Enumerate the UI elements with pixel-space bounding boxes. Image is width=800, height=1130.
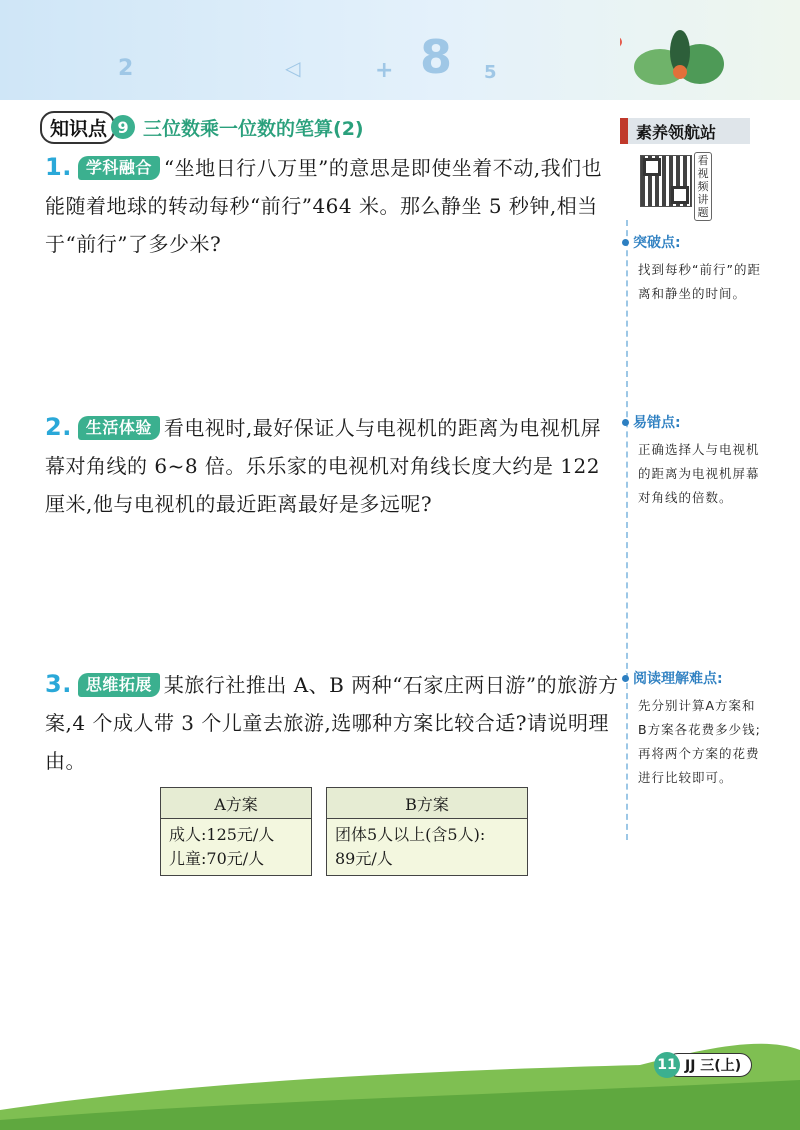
leaf-decoration-icon [620, 22, 730, 92]
question-number: 2. [45, 413, 72, 441]
tip-title: 易错点: [633, 415, 681, 431]
section-title [40, 112, 364, 142]
plan-a-header: A方案 [161, 788, 311, 819]
question-text: 看电视时,最好保证人与电视机的距离为电视机屏幕对角线的 6~8 倍。乐乐家的电视机对角线长度大约是 122 厘米,他与电视机的最近距离最好是多远呢? [45, 416, 602, 516]
tip-body: 找到每秒“前行”的距离和静坐的时间。 [638, 262, 761, 301]
plan-a-adult-price: 成人:125元/人 [169, 825, 275, 844]
plan-a-card [160, 787, 312, 876]
plan-b-condition: 团体5人以上(含5人): [335, 825, 486, 844]
section-heading: 三位数乘一位数的笔算(2) [143, 117, 364, 140]
decor-plus-icon: + [375, 58, 394, 83]
plan-b-card [326, 787, 528, 876]
qr-code-icon[interactable] [640, 155, 692, 207]
edition-label: JJ 三(上) [666, 1053, 752, 1077]
question-text: “坐地日行八万里”的意思是即使坐着不动,我们也能随着地球的转动每秒“前行”464 米。那么静坐 5 秒钟,相当于“前行”了多少米? [45, 156, 603, 256]
bullet-icon [622, 675, 629, 682]
decor-triangle-icon: ◁ [285, 56, 301, 80]
qr-video-label[interactable]: 看视频讲题 [694, 152, 712, 221]
tip-reading-difficulty [622, 668, 762, 790]
tip-breakthrough [622, 232, 762, 306]
sidebar-banner-label: 素养领航站 [636, 122, 717, 142]
plan-a-child-price: 儿童:70元/人 [169, 849, 265, 868]
question-3 [45, 665, 620, 780]
decor-digit-2: 2 [118, 56, 134, 81]
bullet-icon [622, 239, 629, 246]
knowledge-point-number: 9 [111, 115, 135, 139]
question-2 [45, 408, 620, 523]
question-tag: 思维拓展 [78, 673, 160, 697]
question-number: 3. [45, 670, 72, 698]
question-tag: 学科融合 [78, 156, 160, 180]
tip-body: 先分别计算A方案和B方案各花费多少钱;再将两个方案的花费进行比较即可。 [638, 698, 761, 785]
flag-icon [620, 118, 628, 144]
tip-common-mistake [622, 412, 762, 510]
tip-title: 阅读理解难点: [633, 671, 723, 687]
bullet-icon [622, 419, 629, 426]
question-text: 某旅行社推出 A、B 两种“石家庄两日游”的旅游方案,4 个成人带 3 个儿童去旅游,选哪种方案比较合适?请说明理由。 [45, 673, 619, 773]
tip-title: 突破点: [633, 235, 681, 251]
knowledge-point-label: 知识点 [40, 111, 115, 144]
decor-digit-5: 5 [484, 62, 497, 83]
page-number: 11 [654, 1052, 680, 1078]
question-number: 1. [45, 153, 72, 181]
plan-b-price: 89元/人 [335, 849, 393, 868]
question-tag: 生活体验 [78, 416, 160, 440]
question-1 [45, 148, 620, 263]
page-indicator [654, 1052, 752, 1078]
tip-body: 正确选择人与电视机的距离为电视机屏幕对角线的倍数。 [638, 442, 760, 505]
plan-b-header: B方案 [327, 788, 527, 819]
decor-digit-8: 8 [420, 30, 453, 84]
sidebar-banner [620, 118, 750, 144]
